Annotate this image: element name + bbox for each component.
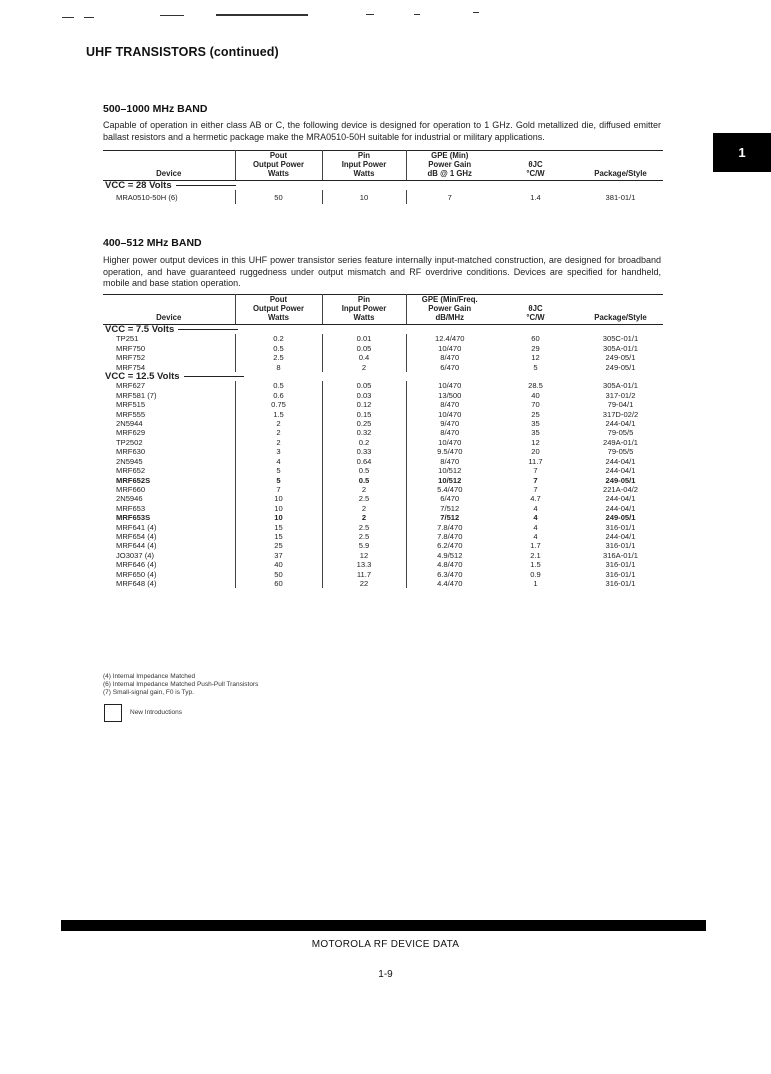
cell-package: 244-04/1	[605, 466, 636, 476]
cell-theta: 20	[531, 447, 540, 457]
cell-package: 316-01/1	[605, 578, 636, 588]
column-header-package: Package/Style	[578, 295, 663, 325]
cell-theta: 5	[533, 362, 538, 372]
column-header-pin: Pin Input Power Watts	[322, 295, 406, 325]
cell-theta: 70	[531, 400, 540, 410]
cell-package: 79-05/5	[607, 428, 634, 438]
cell-device: MRF754	[116, 362, 146, 372]
scan-mark	[160, 15, 184, 16]
table-row	[103, 419, 663, 428]
table-row	[103, 381, 663, 390]
cell-pin: 0.5	[322, 476, 406, 485]
section-title-500-1000: 500–1000 MHz BAND	[103, 103, 208, 115]
cell-pin: 0.15	[322, 410, 406, 419]
table-row	[103, 523, 663, 532]
cell-device: MRF650 (4)	[116, 569, 157, 579]
footer-rule	[61, 920, 706, 931]
cell-package: 79-05/5	[607, 447, 634, 457]
cell-gpe: 10/470	[406, 381, 493, 390]
group-label: VCC = 28 Volts	[103, 181, 663, 191]
column-header-theta: θJC °C/W	[493, 295, 578, 325]
cell-gpe: 6/470	[406, 494, 493, 503]
cell-package: 244-04/1	[605, 503, 636, 513]
table-row	[103, 363, 663, 372]
cell-package: 317D-02/2	[602, 409, 639, 419]
cell-device: MRF652	[116, 466, 146, 476]
cell-package: 221A-04/2	[602, 484, 639, 494]
cell-pin: 0.05	[322, 344, 406, 353]
cell-pin: 0.03	[322, 391, 406, 400]
cell-pout: 10	[235, 504, 322, 513]
table-row	[103, 353, 663, 362]
table-row	[103, 504, 663, 513]
table-row: MRA0510-50H (6) 50 10 7 1.4 381-01/1	[103, 190, 663, 204]
column-header-gpe: GPE (Min) Power Gain dB @ 1 GHz	[406, 151, 493, 181]
table-row	[103, 438, 663, 447]
scan-mark	[84, 17, 94, 18]
cell-pout: 40	[235, 560, 322, 569]
cell-pout: 15	[235, 523, 322, 532]
cell-pout: 0.75	[235, 400, 322, 409]
cell-gpe: 6.3/470	[406, 570, 493, 579]
table-row	[103, 428, 663, 437]
page-title: UHF TRANSISTORS (continued)	[86, 45, 279, 59]
cell-theta: 7	[533, 475, 538, 485]
section-description: Capable of operation in either class AB or C, the following device is designed for operation to 1 GHz. Gold metallized die, diffused emitter ballast resistors and a hermetic package make the MRA0510-50H suitable for industrial or military applications.	[103, 120, 661, 142]
cell-gpe: 4.8/470	[406, 560, 493, 569]
cell-gpe: 13/500	[406, 391, 493, 400]
column-header-device: Device	[103, 295, 235, 325]
cell-gpe: 4.9/512	[406, 551, 493, 560]
cell-pout: 3	[235, 447, 322, 456]
cell-theta: 4	[533, 531, 538, 541]
table-row	[103, 551, 663, 560]
cell-device: MRF653	[116, 503, 146, 513]
cell-theta: 12	[531, 437, 540, 447]
cell-gpe: 9/470	[406, 419, 493, 428]
table-row	[103, 541, 663, 550]
cell-pin: 2	[322, 363, 406, 372]
cell-pin: 0.64	[322, 457, 406, 466]
cell-package: 305C-01/1	[602, 334, 639, 344]
column-header-pout: Pout Output Power Watts	[235, 295, 322, 325]
cell-pout: 4	[235, 457, 322, 466]
cell-package: 249-05/1	[605, 353, 636, 363]
cell-pout: 2.5	[235, 353, 322, 362]
cell-pin: 13.3	[322, 560, 406, 569]
cell-theta: 7	[533, 484, 538, 494]
column-header-device: Device	[103, 151, 235, 181]
cell-theta: 4	[533, 522, 538, 532]
cell-theta: 12	[531, 353, 540, 363]
cell-pout: 60	[235, 579, 322, 588]
cell-pout: 7	[235, 485, 322, 494]
cell-pin: 2.5	[322, 523, 406, 532]
cell-package: 249-05/1	[605, 513, 636, 523]
cell-pin: 2.5	[322, 532, 406, 541]
cell-device: MRF752	[116, 353, 146, 363]
cell-gpe: 8/470	[406, 457, 493, 466]
cell-pin: 0.2	[322, 438, 406, 447]
cell-theta: 2.1	[530, 550, 541, 560]
cell-pin: 0.5	[322, 466, 406, 475]
cell-device: MRF515	[116, 400, 146, 410]
cell-gpe: 7.8/470	[406, 532, 493, 541]
cell-theta: 7	[533, 466, 538, 476]
group-label: VCC = 12.5 Volts	[103, 372, 663, 381]
cell-device: MRF646 (4)	[116, 560, 157, 570]
footnotes	[103, 673, 258, 697]
column-header-pin: Pin Input Power Watts	[322, 151, 406, 181]
cell-pout: 10	[235, 513, 322, 522]
table-row	[103, 476, 663, 485]
cell-pin: 0.25	[322, 419, 406, 428]
column-header-theta: θJC °C/W	[493, 151, 578, 181]
cell-package: 316-01/1	[605, 560, 636, 570]
footnote: (7) Small-signal gain, F0 is Typ.	[103, 689, 194, 696]
cell-theta: 0.9	[530, 569, 541, 579]
cell-gpe: 6/470	[406, 363, 493, 372]
cell-pout: 5	[235, 466, 322, 475]
page-number: 1-9	[378, 969, 393, 980]
cell-theta: 40	[531, 390, 540, 400]
cell-device: JO3037 (4)	[116, 550, 154, 560]
cell-pout: 0.5	[235, 344, 322, 353]
group-label: VCC = 7.5 Volts	[103, 325, 663, 335]
cell-package: 249-05/1	[605, 362, 636, 372]
cell-gpe: 10/470	[406, 344, 493, 353]
cell-theta: 60	[531, 334, 540, 344]
cell-pin: 2	[322, 485, 406, 494]
cell-device: 2N5944	[116, 419, 143, 429]
table-row	[103, 513, 663, 522]
cell-pin: 0.05	[322, 381, 406, 390]
table-row	[103, 334, 663, 343]
section-title-400-512: 400–512 MHz BAND	[103, 237, 202, 249]
cell-device: MRF652S	[116, 475, 151, 485]
new-introductions-legend-box	[104, 704, 122, 722]
cell-gpe: 8/470	[406, 428, 493, 437]
cell-pin: 2	[322, 504, 406, 513]
cell-pout: 37	[235, 551, 322, 560]
cell-theta: 28.5	[528, 381, 543, 391]
cell-package: 317-01/2	[605, 390, 636, 400]
cell-pout: 10	[235, 494, 322, 503]
cell-device: MRF627	[116, 381, 146, 391]
cell-package: 316-01/1	[605, 541, 636, 551]
scan-mark	[216, 14, 308, 16]
table-row	[103, 400, 663, 409]
cell-theta: 25	[531, 409, 540, 419]
cell-pin: 5.9	[322, 541, 406, 550]
cell-gpe: 10/512	[406, 466, 493, 475]
cell-theta: 35	[531, 428, 540, 438]
cell-device: TP2502	[116, 437, 143, 447]
table-row	[103, 410, 663, 419]
cell-gpe: 7.8/470	[406, 523, 493, 532]
cell-device: MRF630	[116, 447, 146, 457]
cell-theta: 4	[533, 513, 538, 523]
cell-pout: 0.6	[235, 391, 322, 400]
cell-package: 249-05/1	[605, 475, 636, 485]
cell-package: 305A-01/1	[602, 343, 639, 353]
cell-pin: 0.32	[322, 428, 406, 437]
scan-mark	[473, 12, 479, 13]
cell-package: 316-01/1	[605, 522, 636, 532]
footer-title: MOTOROLA RF DEVICE DATA	[311, 939, 460, 950]
cell-pout: 15	[235, 532, 322, 541]
cell-pin: 0.12	[322, 400, 406, 409]
table-row	[103, 570, 663, 579]
cell-device: TP251	[116, 334, 139, 344]
table-row	[103, 457, 663, 466]
cell-device: MRF644 (4)	[116, 541, 157, 551]
cell-gpe: 5.4/470	[406, 485, 493, 494]
cell-pout: 1.5	[235, 410, 322, 419]
cell-theta: 35	[531, 419, 540, 429]
cell-pout: 5	[235, 476, 322, 485]
cell-gpe: 8/470	[406, 353, 493, 362]
cell-pout: 2	[235, 428, 322, 437]
cell-theta: 29	[531, 343, 540, 353]
scan-mark	[62, 17, 74, 18]
cell-device: MRF653S	[116, 513, 151, 523]
cell-pout: 25	[235, 541, 322, 550]
table-row	[103, 391, 663, 400]
cell-pin: 0.01	[322, 334, 406, 343]
table-row	[103, 466, 663, 475]
table-row	[103, 485, 663, 494]
cell-package: 244-04/1	[605, 456, 636, 466]
scan-mark	[414, 14, 420, 15]
cell-package: 316-01/1	[605, 569, 636, 579]
cell-pout: 2	[235, 438, 322, 447]
table-row	[103, 532, 663, 541]
cell-package: 316A-01/1	[602, 550, 639, 560]
footnote: (4) Internal Impedance Matched	[103, 673, 196, 680]
cell-device: MRF654 (4)	[116, 531, 157, 541]
cell-gpe: 4.4/470	[406, 579, 493, 588]
cell-device: MRF750	[116, 343, 146, 353]
cell-device: 2N5946	[116, 494, 143, 504]
cell-gpe: 9.5/470	[406, 447, 493, 456]
new-introductions-label: New Introductions	[130, 709, 183, 716]
table-row	[103, 344, 663, 353]
column-header-gpe: GPE (Min/Freq. Power Gain dB/MHz	[406, 295, 493, 325]
cell-package: 305A-01/1	[602, 381, 639, 391]
cell-theta: 11.7	[528, 456, 543, 466]
cell-gpe: 7/512	[406, 513, 493, 522]
spec-table-400-512	[103, 294, 663, 588]
cell-package: 244-04/1	[605, 494, 636, 504]
section-tab-marker: 1	[713, 133, 771, 172]
cell-gpe: 10/470	[406, 410, 493, 419]
cell-package: 244-04/1	[605, 419, 636, 429]
cell-theta: 4	[533, 503, 538, 513]
cell-pin: 11.7	[322, 570, 406, 579]
cell-package: 249A-01/1	[602, 437, 639, 447]
cell-theta: 1.5	[530, 560, 541, 570]
cell-device: MRF641 (4)	[116, 522, 157, 532]
table-row	[103, 579, 663, 588]
cell-gpe: 10/470	[406, 438, 493, 447]
footnote: (6) Internal Impedance Matched Push-Pull Transistors	[103, 681, 259, 688]
cell-gpe: 6.2/470	[406, 541, 493, 550]
cell-package: 244-04/1	[605, 531, 636, 541]
cell-pout: 0.5	[235, 381, 322, 390]
cell-device: MRF581 (7)	[116, 390, 157, 400]
cell-pin: 0.4	[322, 353, 406, 362]
cell-theta: 1.7	[530, 541, 541, 551]
cell-gpe: 12.4/470	[406, 334, 493, 343]
cell-device: 2N5945	[116, 456, 143, 466]
cell-device: MRF660	[116, 484, 146, 494]
column-header-pout: Pout Output Power Watts	[235, 151, 322, 181]
cell-pin: 22	[322, 579, 406, 588]
table-row	[103, 447, 663, 456]
cell-pin: 2.5	[322, 494, 406, 503]
scan-mark	[366, 14, 374, 15]
cell-device: MRF555	[116, 409, 146, 419]
cell-pin: 12	[322, 551, 406, 560]
cell-pin: 0.33	[322, 447, 406, 456]
table-row	[103, 560, 663, 569]
cell-pin: 2	[322, 513, 406, 522]
section-description: Higher power output devices in this UHF power transistor series feature internally input-matched construction, are designed for broadband operation, and have guaranteed ruggedness under output mismatch and RF overdrive conditions. Devices are specified for handheld, mobile and base station operation.	[103, 255, 661, 289]
table-row	[103, 494, 663, 503]
cell-gpe: 7/512	[406, 504, 493, 513]
cell-pout: 0.2	[235, 334, 322, 343]
cell-package: 79-04/1	[607, 400, 634, 410]
cell-gpe: 10/512	[406, 476, 493, 485]
cell-theta: 4.7	[530, 494, 541, 504]
cell-pout: 50	[235, 570, 322, 579]
cell-pout: 2	[235, 419, 322, 428]
cell-pout: 8	[235, 363, 322, 372]
cell-theta: 1	[533, 578, 538, 588]
spec-table-500-1000	[103, 150, 663, 204]
cell-device: MRF629	[116, 428, 146, 438]
column-header-package: Package/Style	[578, 151, 663, 181]
cell-device: MRF648 (4)	[116, 578, 157, 588]
cell-gpe: 8/470	[406, 400, 493, 409]
